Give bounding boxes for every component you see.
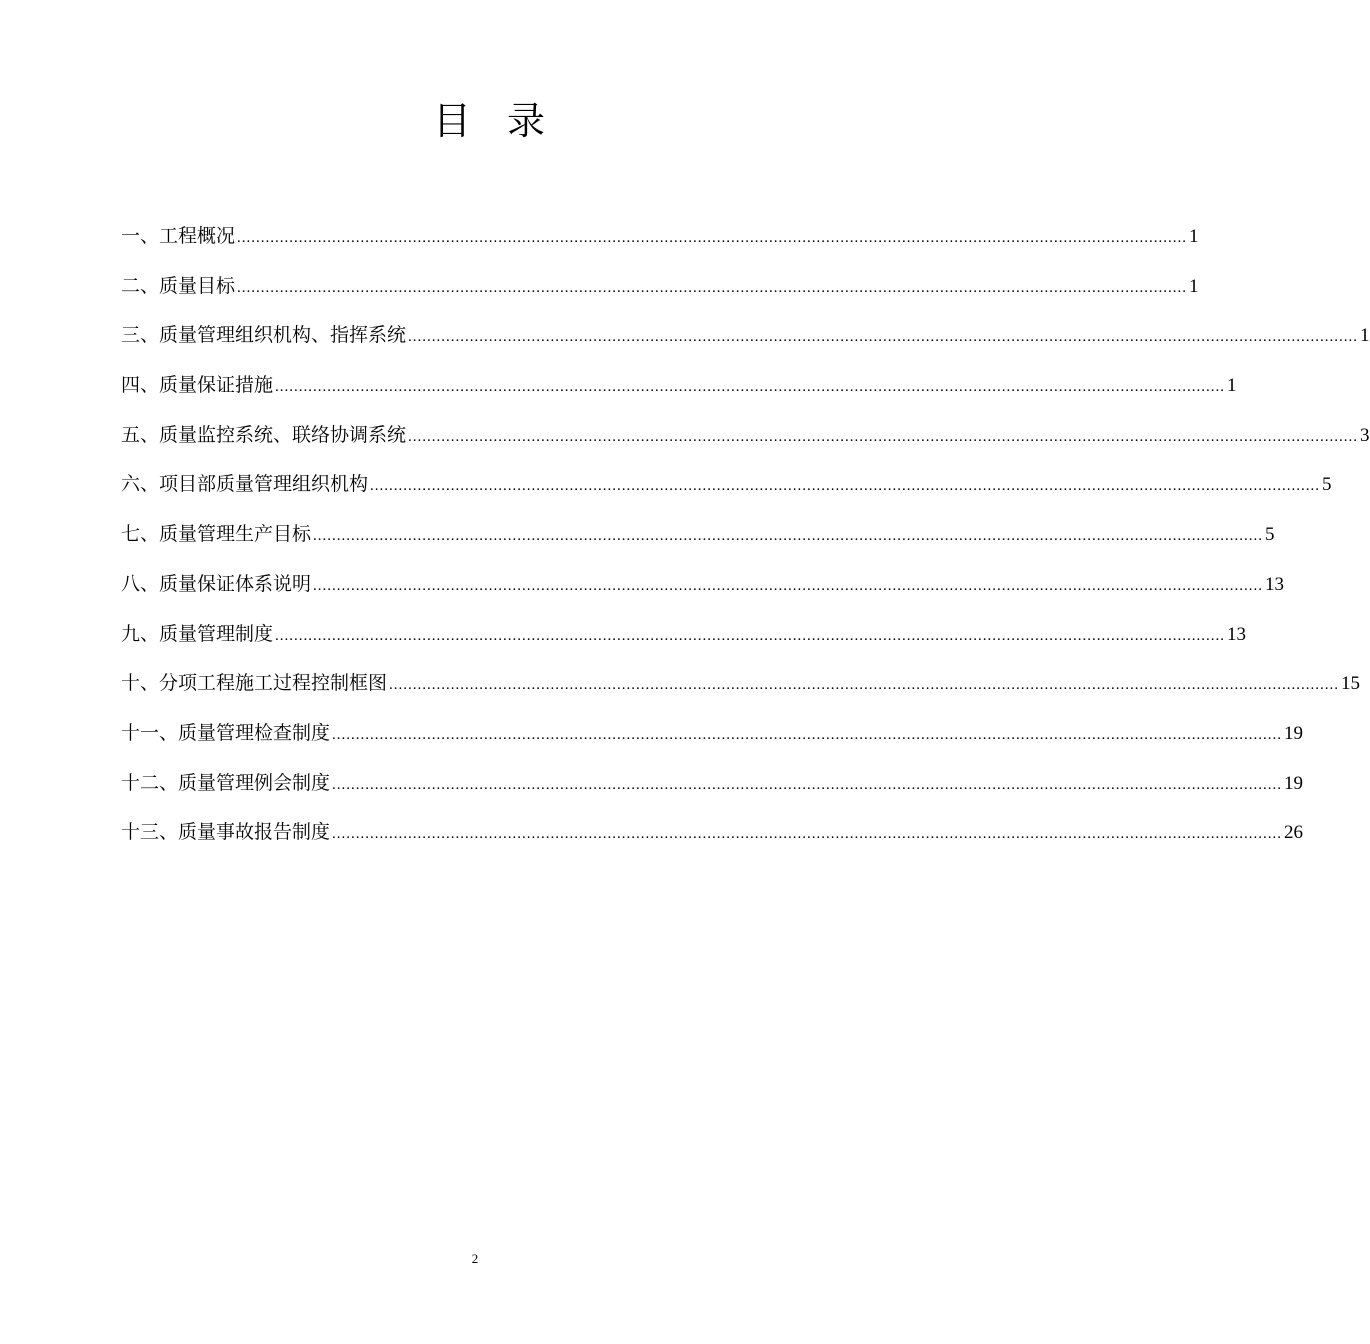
dot-leader: ........................................................................................................................................................................................................ xyxy=(332,826,1283,843)
toc-entry-11[interactable] xyxy=(121,719,1304,769)
toc-entry-page: 1 xyxy=(1360,325,1370,347)
dot-leader: ........................................................................................................................................................................................................ xyxy=(237,279,1188,296)
toc-entry-4[interactable] xyxy=(121,371,1237,421)
toc-entry-label: 七、质量管理生产目标 xyxy=(121,523,312,546)
toc-entry-9[interactable] xyxy=(121,620,1247,670)
toc-entry-label: 五、质量监控系统、联络协调系统 xyxy=(121,423,407,446)
toc-entry-label: 三、质量管理组织机构、指挥系统 xyxy=(121,324,407,347)
toc-entry-label: 四、质量保证措施 xyxy=(121,374,274,397)
toc-entry-label: 十二、质量管理例会制度 xyxy=(121,771,331,794)
toc-entry-5[interactable] xyxy=(121,421,1370,471)
dot-leader: ........................................................................................................................................................................................................ xyxy=(408,428,1359,445)
dot-leader: ........................................................................................................................................................................................................ xyxy=(313,528,1264,545)
toc-entry-13[interactable] xyxy=(121,818,1304,868)
toc-entry-page: 13 xyxy=(1265,573,1285,595)
toc-entry-page: 19 xyxy=(1284,722,1304,744)
toc-entry-label: 九、质量管理制度 xyxy=(121,622,274,645)
toc-entry-label: 十三、质量事故报告制度 xyxy=(121,821,331,844)
dot-leader: ........................................................................................................................................................................................................ xyxy=(370,478,1321,495)
toc-entry-1[interactable] xyxy=(121,222,1199,272)
toc-entry-page: 1 xyxy=(1227,375,1237,397)
dot-leader: ........................................................................................................................................................................................................ xyxy=(389,677,1340,694)
toc-entry-page: 13 xyxy=(1227,623,1247,645)
dot-leader: ........................................................................................................................................................................................................ xyxy=(275,379,1226,396)
dot-leader: ........................................................................................................................................................................................................ xyxy=(313,577,1264,594)
page-number: 2 xyxy=(471,1251,479,1266)
dot-leader: ........................................................................................................................................................................................................ xyxy=(275,627,1226,644)
dot-leader: ........................................................................................................................................................................................................ xyxy=(332,726,1283,743)
toc-entry-page: 15 xyxy=(1341,673,1361,695)
toc-entry-12[interactable] xyxy=(121,769,1304,819)
toc-entry-label: 十、分项工程施工过程控制框图 xyxy=(121,672,388,695)
toc-entry-6[interactable] xyxy=(121,470,1332,520)
toc-entry-label: 六、项目部质量管理组织机构 xyxy=(121,473,369,496)
toc-entry-page: 1 xyxy=(1189,226,1199,247)
page-title: 目 录 xyxy=(432,99,558,143)
toc-entry-page: 26 xyxy=(1284,822,1304,844)
toc-entry-label: 十一、质量管理检查制度 xyxy=(121,721,331,744)
toc-entry-page: 19 xyxy=(1284,772,1304,794)
dot-leader: ........................................................................................................................................................................................................ xyxy=(408,329,1359,346)
toc-entry-8[interactable] xyxy=(121,570,1285,620)
toc-entry-page: 1 xyxy=(1189,275,1199,297)
toc-entry-label: 八、质量保证体系说明 xyxy=(121,572,312,595)
dot-leader: ........................................................................................................................................................................................................ xyxy=(237,230,1188,246)
table-of-contents xyxy=(121,222,1370,868)
toc-entry-page: 3 xyxy=(1360,424,1370,446)
toc-entry-3[interactable] xyxy=(121,321,1370,371)
toc-entry-label: 一、工程概况 xyxy=(121,225,236,247)
toc-entry-2[interactable] xyxy=(121,272,1199,322)
toc-entry-label: 二、质量目标 xyxy=(121,274,236,297)
toc-entry-page: 5 xyxy=(1265,524,1275,546)
toc-entry-10[interactable] xyxy=(121,669,1361,719)
dot-leader: ........................................................................................................................................................................................................ xyxy=(332,776,1283,793)
toc-entry-page: 5 xyxy=(1322,474,1332,496)
toc-entry-7[interactable] xyxy=(121,520,1275,570)
